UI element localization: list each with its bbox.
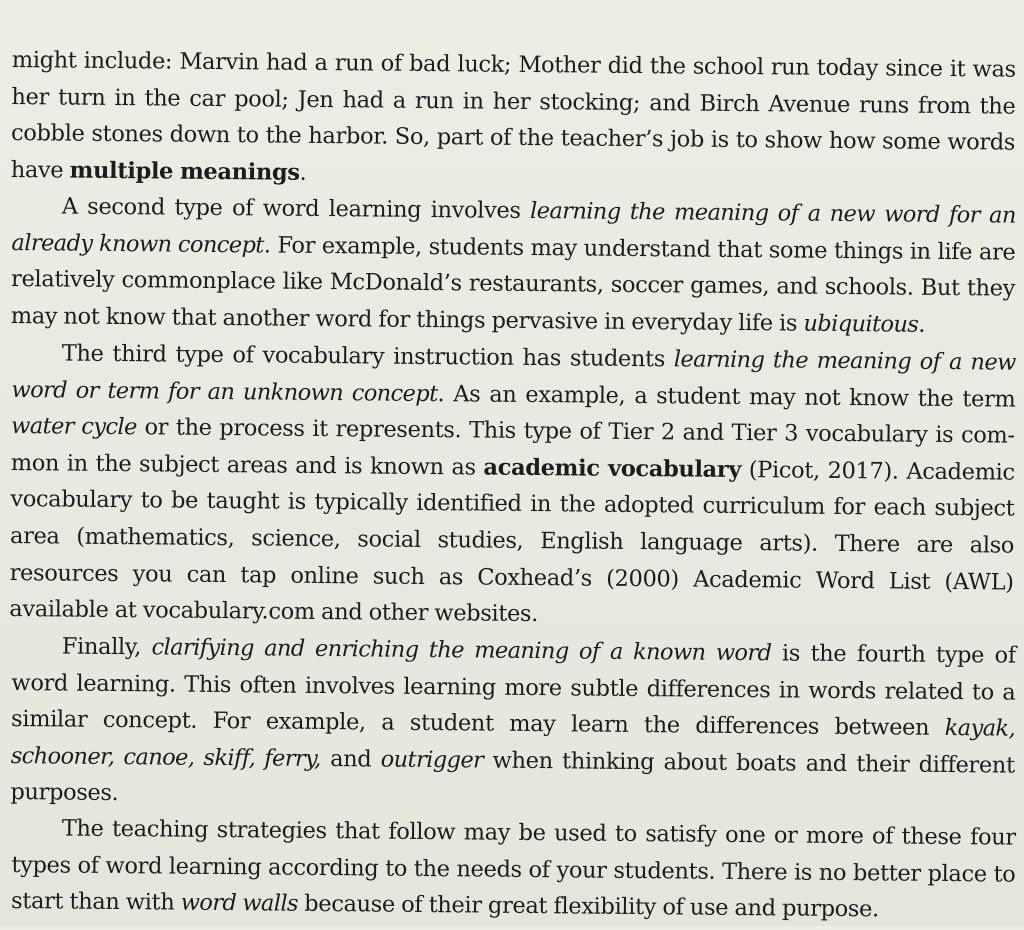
text-run: or the process it represents. This type of Tier 2 and Tier 3 vocabulary is common in the subject areas and is known as bbox=[10, 414, 1016, 481]
paragraph-multiple-meanings bbox=[11, 42, 1016, 198]
text-run: A second type of word learning involves bbox=[61, 193, 531, 225]
text-run: because of their great flexibility of use and purpose. bbox=[297, 891, 879, 923]
text-run: . As an example, a student may not know the term bbox=[437, 380, 1016, 412]
paragraph-teaching-strategies bbox=[11, 810, 1016, 929]
text-run: The third type of vocabulary instruction has students bbox=[61, 340, 674, 373]
italic-phrase: word walls bbox=[180, 890, 299, 918]
text-run: Finally, bbox=[61, 632, 152, 660]
italic-phrase: water cycle bbox=[10, 412, 137, 441]
text-run: . bbox=[299, 159, 307, 186]
text-run: and bbox=[320, 745, 381, 772]
italic-phrase: learning the meaning of a new word or term for an unknown concept bbox=[11, 346, 1016, 407]
italic-phrase: learning the meaning of a new word for an already known concept bbox=[11, 198, 1016, 259]
text-run: (Picot, 2017). Academic vocabulary to be taught is typically identified in the adopted curriculum for each subject area (mathematics, science, social studies, English language arts). There are also resources you can tap online such as Coxhead’s (2000) Academic Word List (AWL) available at vocabulary.com and other websites. bbox=[9, 456, 1015, 627]
bold-term: multiple meanings bbox=[69, 157, 300, 186]
paragraph-known-concept bbox=[11, 188, 1016, 344]
italic-phrase: ubiquitous bbox=[803, 310, 919, 338]
italic-phrase: clarifying and enriching the meaning of a known word bbox=[151, 633, 772, 666]
italic-phrase: outrigger bbox=[380, 745, 484, 773]
text-run: The teaching strategies that follow may be used to satisfy one or more of these four types of word learning according to the needs of your students. There is no better place to start than with bbox=[10, 815, 1016, 917]
paragraph-known-word bbox=[10, 628, 1016, 821]
text-run: might include: Marvin had a run of bad luck; Mother did the school run today since it was her turn in the car pool; Jen had a run in her stocking; and Birch Avenue runs from the cobble stones down to the harbor. So, part of the teacher’s job is to show how some words have bbox=[10, 46, 1016, 184]
bold-term: academic vocabulary bbox=[483, 454, 742, 483]
text-run: is the fourth type of word learning. This often involves learning more subtle differences in words related to a similar concept. For example, a student may learn the differences between bbox=[10, 639, 1016, 741]
paragraph-unknown-concept bbox=[9, 335, 1016, 637]
text-run: . bbox=[918, 311, 926, 338]
text-run: . For example, students may understand that some things in life are relatively commonplace like McDonald’s restaurants, soccer games, and schools. But they may not know that another word for things pervasive in everyday life is bbox=[10, 232, 1016, 337]
text-run: when thinking about boats and their different purposes. bbox=[10, 746, 1015, 806]
italic-phrase: kayak, schooner, canoe, skiff, ferry, bbox=[10, 714, 1016, 772]
